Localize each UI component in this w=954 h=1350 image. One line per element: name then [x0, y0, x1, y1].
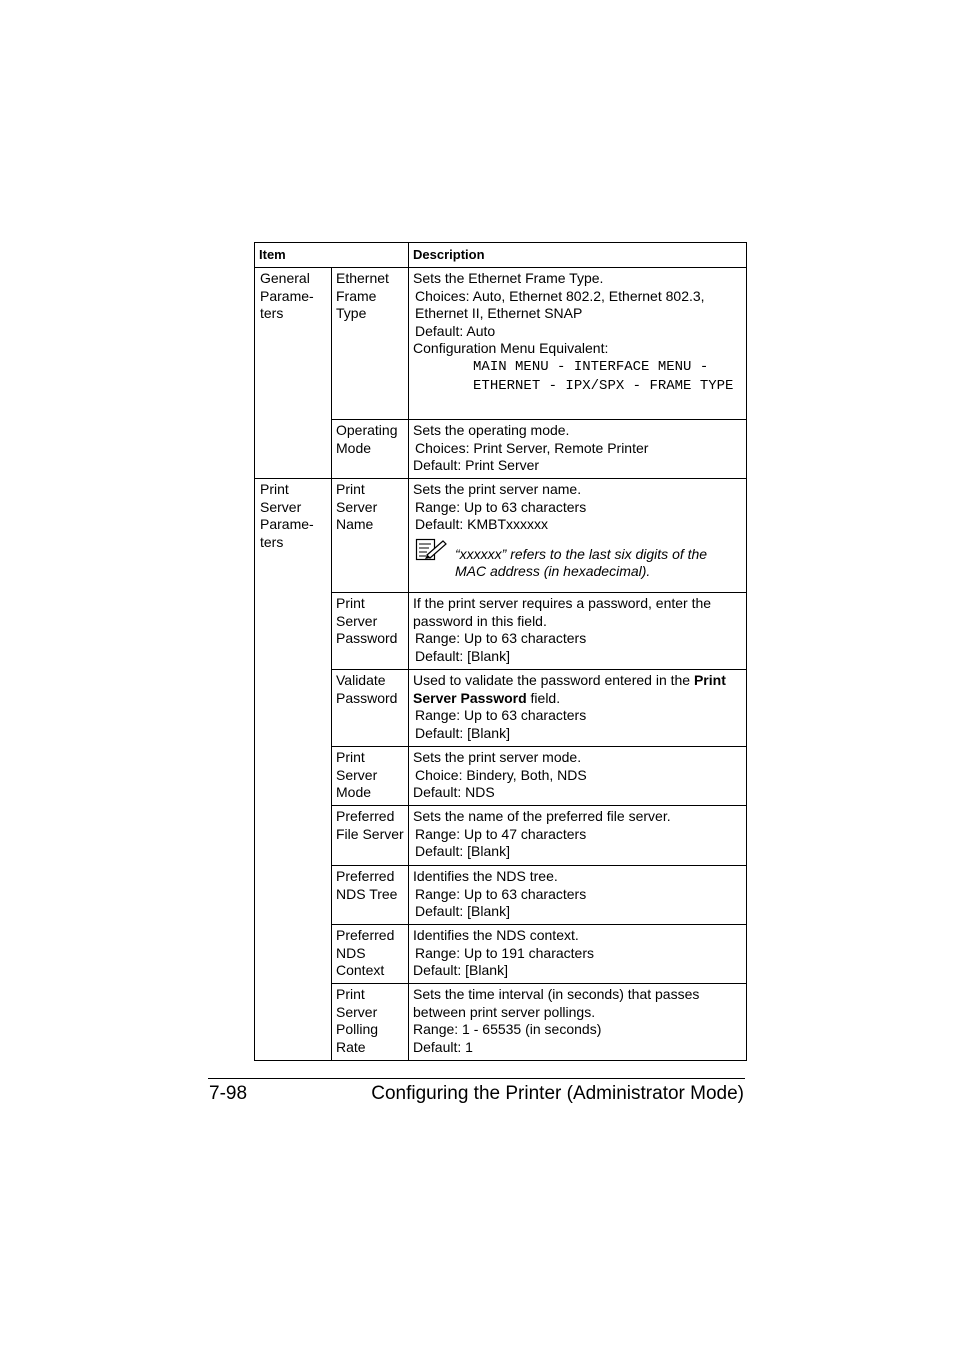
row-item-name: Preferred NDS Context — [332, 925, 409, 984]
desc-text: field. — [526, 689, 561, 706]
desc-choices: Choice: Bindery, Both, NDS — [415, 766, 587, 783]
row-item-name: Ethernet Frame Type — [332, 268, 409, 420]
desc-default: Default: Print Server — [413, 457, 540, 474]
desc-default: Default: [Blank] — [415, 843, 510, 860]
note — [413, 546, 742, 581]
desc-range: Range: Up to 63 characters — [415, 498, 587, 515]
desc-default: Default: [Blank] — [415, 903, 510, 920]
desc-line: If the print server requires a password, enter the password in this field. — [413, 595, 712, 629]
description-header: Description — [409, 243, 747, 268]
row-item-name: Print Server Polling Rate — [332, 984, 409, 1061]
desc-range: Range: Up to 47 characters — [415, 825, 587, 842]
desc-default: Default: [Blank] — [413, 962, 508, 979]
row-description — [409, 747, 747, 806]
footer-rule — [208, 1078, 745, 1079]
item-header: Item — [255, 243, 409, 268]
row-item-name: Preferred File Server — [332, 806, 409, 866]
desc-default: Default: Auto — [415, 322, 496, 339]
desc-choices: Choices: Auto, Ethernet 802.2, Ethernet 802.3, Ethernet II, Ethernet SNAP — [415, 287, 705, 322]
desc-line: Identifies the NDS tree. — [413, 868, 558, 884]
desc-range: Range: 1 - 65535 (in seconds) — [413, 1021, 602, 1038]
row-item-name: Print Server Password — [332, 593, 409, 670]
row-description — [409, 925, 747, 984]
desc-line — [413, 672, 742, 707]
menu-path: MAIN MENU - INTERFACE MENU - ETHERNET - IPX/SPX - FRAME TYPE — [473, 358, 734, 394]
desc-range: Range: Up to 63 characters — [415, 707, 587, 724]
desc-range: Range: Up to 63 characters — [415, 630, 587, 647]
row-item-name: Validate Password — [332, 670, 409, 747]
desc-choices: Choices: Print Server, Remote Printer — [415, 439, 649, 456]
desc-line: Sets the print server name. — [413, 481, 582, 497]
print-server-parameters-group: Print Server Parame- ters — [255, 479, 332, 1061]
desc-line: Sets the print server mode. — [413, 749, 582, 765]
desc-default: Default: NDS — [413, 784, 495, 801]
desc-default: Default: [Blank] — [415, 647, 510, 664]
desc-default: Default: KMBTxxxxxx — [415, 516, 549, 533]
row-description — [409, 593, 747, 670]
row-description — [409, 420, 747, 479]
field-reference: Print Server Password — [413, 672, 726, 706]
desc-line: Configuration Menu Equivalent: — [413, 340, 609, 357]
row-description — [409, 268, 747, 420]
desc-range: Range: Up to 191 characters — [415, 944, 595, 961]
desc-range: Range: Up to 63 characters — [415, 885, 587, 902]
row-description — [409, 984, 747, 1061]
note-text: “xxxxxx” refers to the last six digits of the MAC address (in hexadecimal). — [455, 545, 708, 580]
desc-text: Used to validate the password entered in the — [413, 672, 694, 688]
page-number: 7-98 — [209, 1083, 248, 1104]
row-item-name: Operating Mode — [332, 420, 409, 479]
table-header-row — [255, 243, 747, 268]
general-parameters-group: General Parame- ters — [255, 268, 332, 479]
desc-line: Sets the Ethernet Frame Type. — [413, 270, 604, 286]
desc-line: Sets the operating mode. — [413, 422, 570, 438]
section-title: Configuring the Printer (Administrator Mode) — [371, 1083, 744, 1104]
row-item-name: Preferred NDS Tree — [332, 866, 409, 925]
row-description — [409, 670, 747, 747]
table-row — [255, 479, 747, 593]
row-description — [409, 806, 747, 866]
settings-table — [254, 242, 747, 1061]
desc-line: Sets the time interval (in seconds) that passes between print server pollings. — [413, 986, 700, 1020]
row-item-name: Print Server Mode — [332, 747, 409, 806]
row-item-name: Print Server Name — [332, 479, 409, 593]
desc-line: Sets the name of the preferred file server. — [413, 808, 671, 824]
desc-default: Default: [Blank] — [415, 724, 510, 741]
row-description — [409, 479, 747, 593]
note-pencil-icon — [415, 538, 447, 567]
desc-default: Default: 1 — [413, 1038, 473, 1055]
table-row — [255, 268, 747, 420]
desc-line: Identifies the NDS context. — [413, 927, 579, 943]
row-description — [409, 866, 747, 925]
